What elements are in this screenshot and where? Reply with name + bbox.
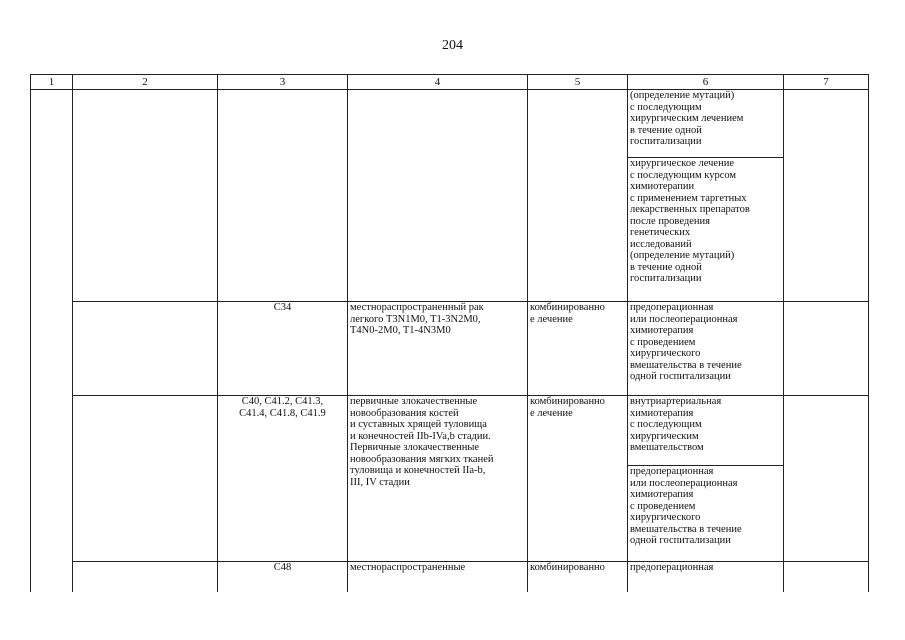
table-cell-col5: комбинированно е лечение [528, 396, 628, 562]
table-cell-col6: предоперационная или послеоперационная химиотерапия с проведением хирургического вмешательства в течение одной госпитализации [628, 466, 784, 562]
table-cell-col4: первичные злокачественные новообразования костей и суставных хрящей туловища и конечностей IIb-IVa,b стадии. Первичные злокачественные новообразования мягких тканей туловища и конечностей IIa-b, III, IV стадии [348, 396, 528, 562]
table-cell-col3 [218, 90, 348, 302]
table-cell-col2 [73, 562, 218, 592]
table-row [31, 562, 869, 592]
table-cell-col7 [784, 396, 869, 562]
column-header: 3 [218, 75, 348, 90]
table-cell-col6: предоперационная [628, 562, 784, 592]
column-header: 5 [528, 75, 628, 90]
table-cell-col4: местнораспространенный рак легкого T3N1M0, T1-3N2M0, T4N0-2M0, T1-4N3M0 [348, 302, 528, 396]
column-header: 6 [628, 75, 784, 90]
table-row [31, 396, 869, 466]
table-cell-col2 [73, 302, 218, 396]
column-header: 7 [784, 75, 869, 90]
table-cell-col4: местнораспространенные [348, 562, 528, 592]
table-cell-col2 [73, 90, 218, 302]
table-row [31, 90, 869, 158]
table-cell-col6: (определение мутаций) с последующим хирургическим лечением в течение одной госпитализации [628, 90, 784, 158]
table-cell-col5: комбинированно е лечение [528, 302, 628, 396]
table-cell-col3: C48 [218, 562, 348, 592]
table-cell-col6: хирургическое лечение с последующим курсом химиотерапии с применением таргетных лекарственных препаратов после проведения генетических исследований (определение мутаций) в течение одной госпитализации [628, 158, 784, 302]
table-cell-col3: C40, C41.2, C41.3, C41.4, C41.8, C41.9 [218, 396, 348, 562]
table-cell-col3: C34 [218, 302, 348, 396]
table-cell-col4 [348, 90, 528, 302]
column-header: 1 [31, 75, 73, 90]
column-header: 4 [348, 75, 528, 90]
column-header: 2 [73, 75, 218, 90]
table-cell-col5: комбинированно [528, 562, 628, 592]
table-cell-col6: внутриартериальная химиотерапия с последующим хирургическим вмешательством [628, 396, 784, 466]
table-cell-col7 [784, 90, 869, 302]
table-header-row [31, 75, 869, 90]
table-cell-col2 [73, 396, 218, 562]
table-cell-col5 [528, 90, 628, 302]
table-cell-col7 [784, 302, 869, 396]
table-cell-col6: предоперационная или послеоперационная химиотерапия с проведением хирургического вмешательства в течение одной госпитализации [628, 302, 784, 396]
document-table [30, 74, 869, 592]
table-cell-col1 [31, 90, 73, 592]
page-number: 204 [442, 38, 463, 53]
table-row [31, 302, 869, 396]
table-cell-col7 [784, 562, 869, 592]
